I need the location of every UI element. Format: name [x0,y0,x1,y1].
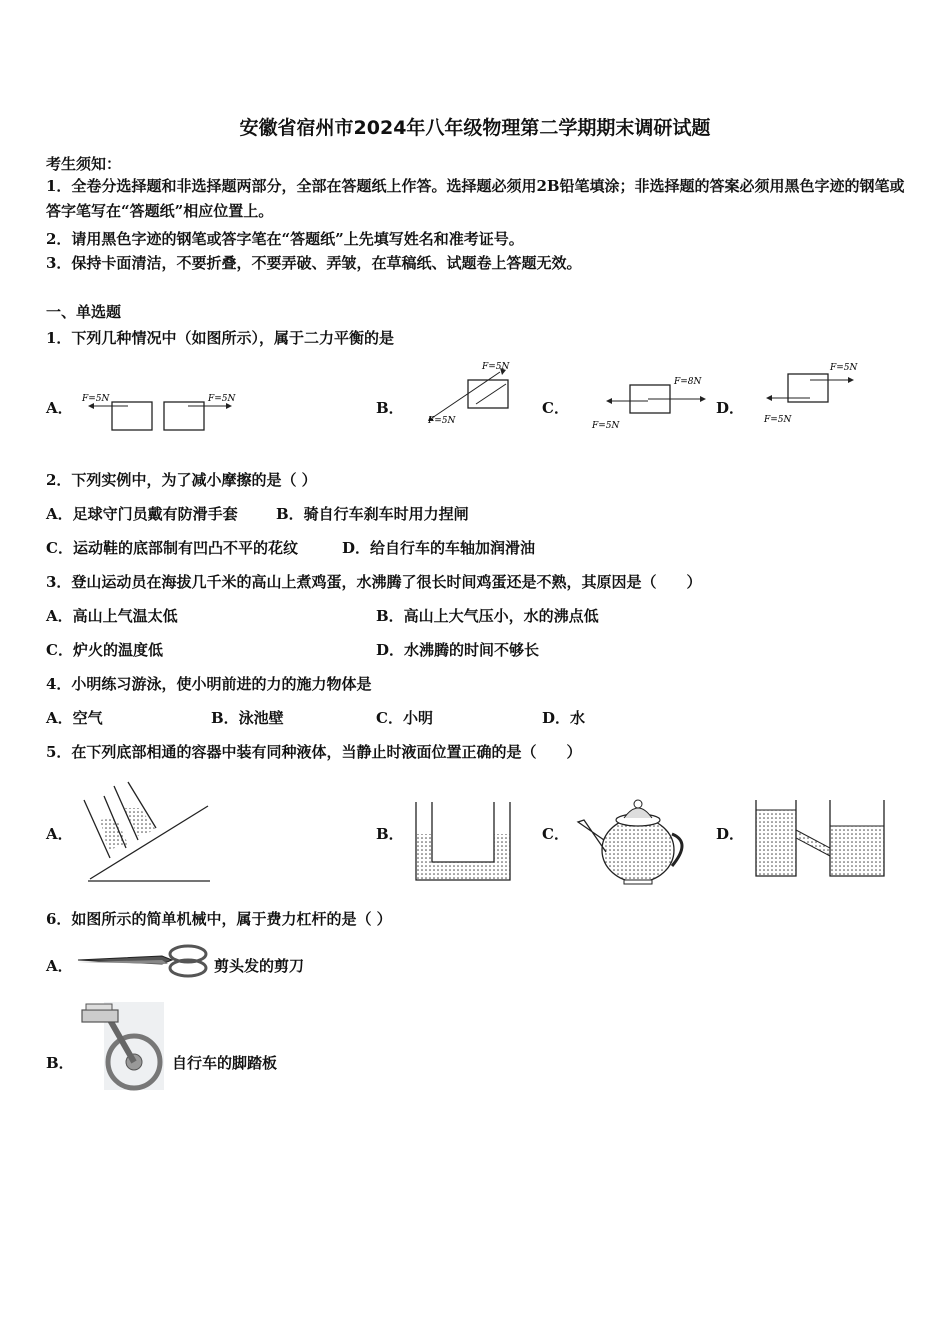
q1-figure-d [760,358,870,430]
q1-option-d: D． [716,399,745,417]
q5-option-d: D． [716,825,745,843]
q3-option-c: C．炉火的温度低 [46,641,163,659]
q1a-right-force: F=5N [208,394,236,404]
q1d-bottom-force: F=5N [764,415,792,425]
q6-option-a: A． [46,957,73,975]
q6-option-a-caption: 剪头发的剪刀 [214,957,305,975]
q3-option-b: B．高山上大气压小，水的沸点低 [376,607,599,625]
q4-option-c: C．小明 [376,709,433,727]
bicycle-pedal-icon [76,1000,168,1092]
q5-figure-c [572,792,696,888]
q3-option-d: D．水沸腾的时间不够长 [376,641,540,659]
q3-option-a: A．高山上气温太低 [46,607,178,625]
q1-option-c: C． [542,399,569,417]
q2-option-b: B．骑自行车刹车时用力捏闸 [276,505,469,523]
q5-figure-d [754,796,888,882]
q1-figure-a [78,392,248,442]
q1d-top-force: F=5N [830,363,858,373]
q1-option-b: B． [376,399,404,417]
q2-option-a: A．足球守门员戴有防滑手套 [46,505,238,523]
q1b-bottom-force: F=5N [428,416,456,426]
q6-option-b: B． [46,1054,74,1072]
q6-option-b-caption: 自行车的脚踏板 [172,1054,278,1072]
question-2-stem: 2．下列实例中，为了减小摩擦的是（ ） [46,471,317,489]
q5-option-a: A． [46,825,73,843]
q4-option-d: D．水 [542,709,586,727]
q4-option-b: B．泳池壁 [211,709,284,727]
q2-option-c: C．运动鞋的底部制有凹凸不平的花纹 [46,539,298,557]
q2-option-d: D．给自行车的车轴加润滑油 [342,539,536,557]
notice-item-1: 1．全卷分选择题和非选择题两部分，全部在答题纸上作答。选择题必须用2B铅笔填涂；非选择题的答案必须用黑色字迹的钢笔或答字笔写在“答题纸”相应位置上。 [46,177,905,220]
q1b-top-force: F=5N [482,362,510,372]
notice-heading: 考生须知： [46,155,122,173]
notice-item-2: 2．请用黑色字迹的钢笔或答字笔在“答题纸”上先填写姓名和准考证号。 [46,230,524,248]
q5-option-c: C． [542,825,569,843]
q1-figure-b [420,358,530,428]
question-1-stem: 1．下列几种情况中（如图所示），属于二力平衡的是 [46,329,394,347]
scissors-icon [76,944,212,978]
q5-figure-b [412,800,516,884]
notice-item-3: 3．保持卡面清洁，不要折叠，不要弄破、弄皱，在草稿纸、试题卷上答题无效。 [46,254,582,272]
section-heading: 一、单选题 [46,303,122,321]
q1a-left-force: F=5N [82,394,110,404]
q1-option-a: A． [46,399,73,417]
page-title: 安徽省宿州市2024年八年级物理第二学期期末调研试题 [239,117,711,139]
q1-figure-c [588,372,718,437]
question-3-stem: 3．登山运动员在海拔几千米的高山上煮鸡蛋，水沸腾了很长时间鸡蛋还是不熟，其原因是（ ） [46,573,702,591]
q1c-right-force: F=8N [674,377,702,387]
q1c-left-force: F=5N [592,421,620,431]
q5-option-b: B． [376,825,404,843]
question-5-stem: 5．在下列底部相通的容器中装有同种液体，当静止时液面位置正确的是（ ） [46,743,582,761]
q5-figure-a [80,778,220,884]
question-4-stem: 4．小明练习游泳，使小明前进的力的施力物体是 [46,675,372,693]
question-6-stem: 6．如图所示的简单机械中，属于费力杠杆的是（ ） [46,910,392,928]
q4-option-a: A．空气 [46,709,103,727]
